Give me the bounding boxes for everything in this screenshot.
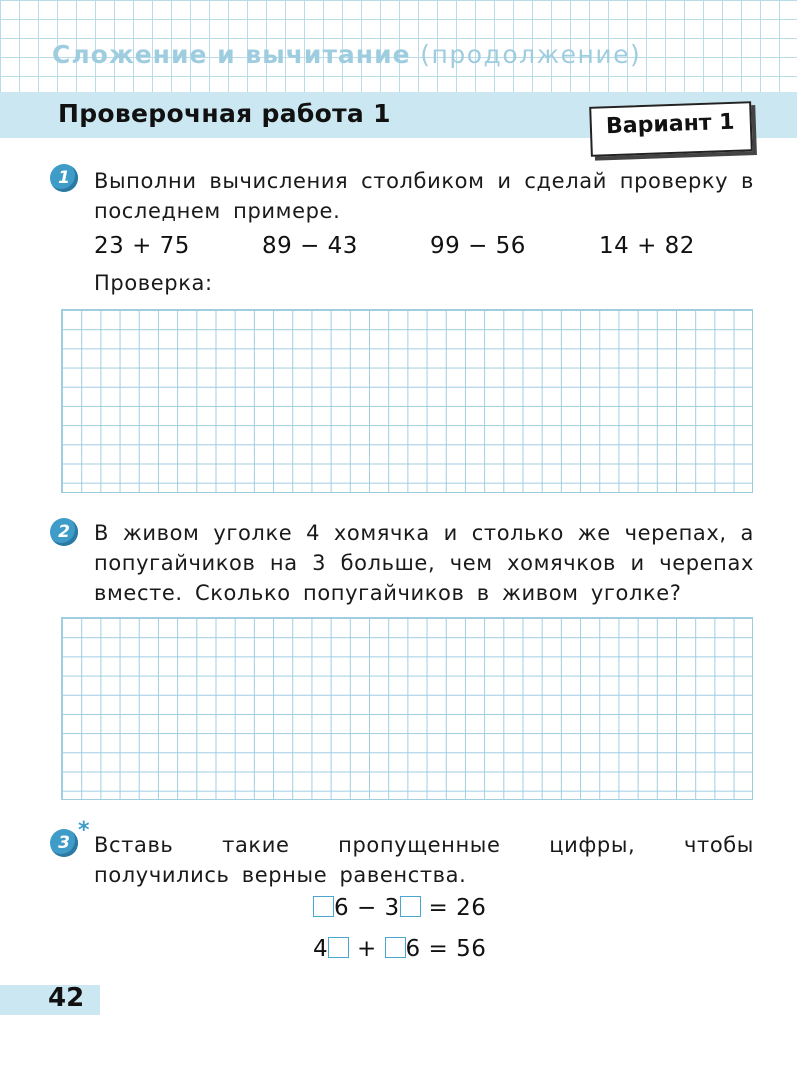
eq2-result: = 56 xyxy=(428,936,487,962)
eq1-digit-a: 6 xyxy=(334,895,350,921)
task1-expression-1: 23 + 75 xyxy=(94,233,190,259)
equation-1 xyxy=(313,895,486,921)
chapter-title xyxy=(52,40,641,69)
missing-digit-input[interactable] xyxy=(313,896,334,917)
task1-answer-grid[interactable] xyxy=(61,309,753,493)
chapter-subtitle: (продолжение) xyxy=(420,40,642,69)
task1-expression-4: 14 + 82 xyxy=(599,233,695,259)
eq2-operator: + xyxy=(356,936,377,962)
eq1-digit-b: 3 xyxy=(384,895,400,921)
task2-answer-grid[interactable] xyxy=(61,617,753,800)
task2-number-icon: 2 xyxy=(50,518,78,546)
equation-2 xyxy=(313,936,486,962)
task1-check-label: Проверка: xyxy=(94,271,213,295)
task1-number-icon: 1 xyxy=(50,164,78,192)
task1-expression-3: 99 − 56 xyxy=(430,233,526,259)
task3-star-icon: * xyxy=(78,818,90,843)
eq2-digit-b: 6 xyxy=(405,936,421,962)
missing-digit-input[interactable] xyxy=(385,937,406,958)
eq1-result: = 26 xyxy=(428,895,487,921)
eq1-operator: − xyxy=(356,895,377,921)
eq2-digit-a: 4 xyxy=(313,936,329,962)
missing-digit-input[interactable] xyxy=(400,896,421,917)
task1-expression-2: 89 − 43 xyxy=(262,233,358,259)
variant-label: Вариант 1 xyxy=(605,109,735,140)
task2-text: В живом уголке 4 хомячка и столько же черепах, а попугайчиков на 3 больше, чем хомячков и черепах вместе. Сколько попугайчиков в живом уголке? xyxy=(94,521,754,605)
task3-text: Вставь такие пропущенные цифры, чтобы получились верные равенства. xyxy=(94,833,754,887)
page-title: Проверочная работа 1 xyxy=(58,99,391,128)
page-number: 42 xyxy=(48,983,85,1013)
task1-text: Выполни вычисления столбиком и сделай проверку в последнем примере. xyxy=(94,169,754,223)
task3-number-icon: 3 xyxy=(50,829,78,857)
missing-digit-input[interactable] xyxy=(328,937,349,958)
chapter-main: Сложение и вычитание xyxy=(52,40,411,69)
